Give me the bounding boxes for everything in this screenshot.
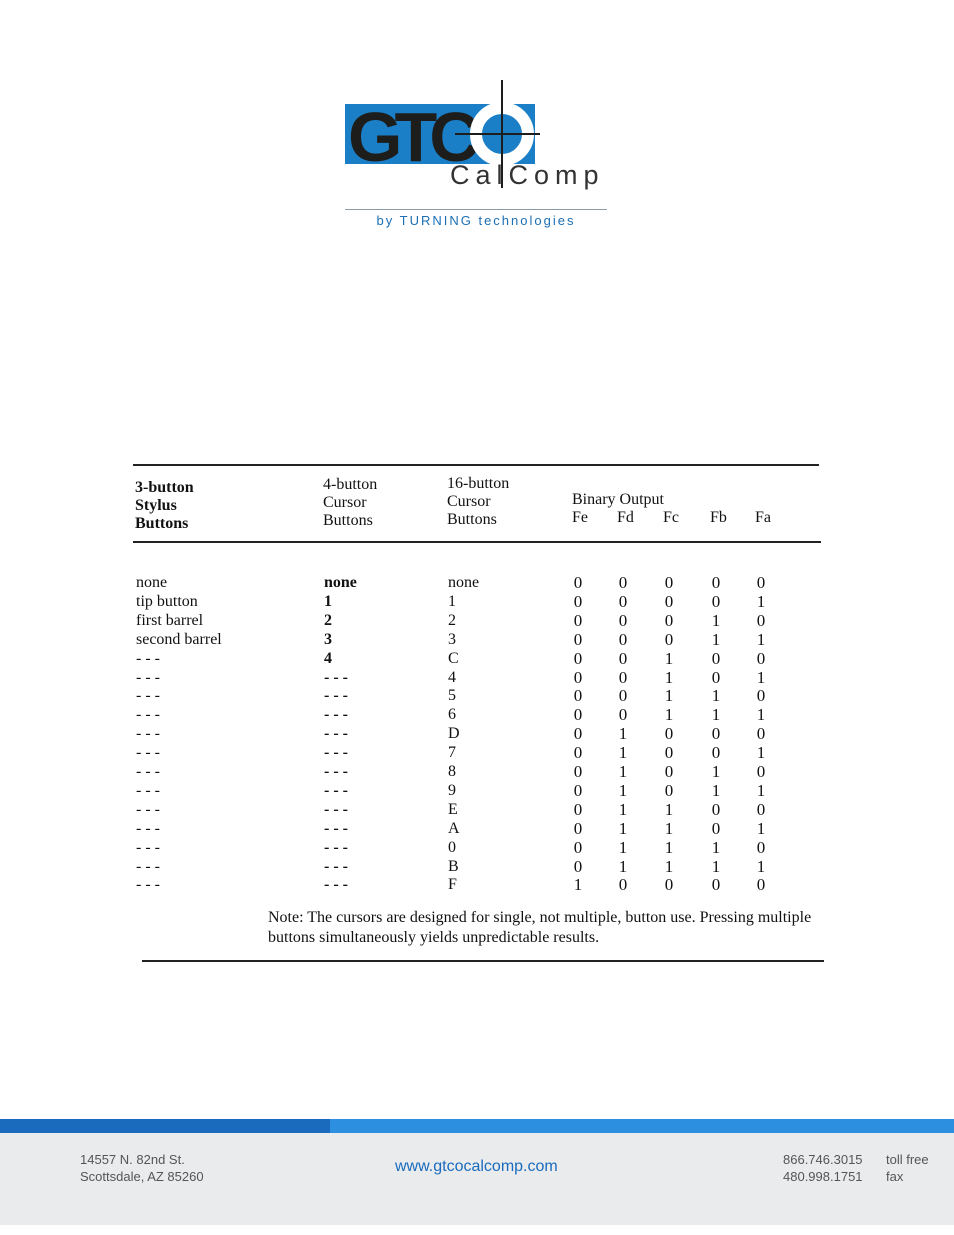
bit-cell: 0 xyxy=(756,762,766,781)
bit-cell: 0 xyxy=(664,573,674,592)
logo-tagline: by TURNING technologies xyxy=(376,213,576,228)
website-link[interactable]: www.gtcocalcomp.com xyxy=(395,1158,558,1175)
bit-cell: 0 xyxy=(664,780,674,800)
cursor4-cell: 3 xyxy=(324,630,332,648)
address-line-1: 14557 N. 82nd St. xyxy=(80,1152,185,1167)
bit-cell: 1 xyxy=(618,724,628,744)
bit-cell: 1 xyxy=(618,837,628,857)
header-bit-1: Fd xyxy=(617,509,634,526)
bit-cell: 0 xyxy=(573,724,583,744)
cursor16-cell: E xyxy=(448,800,458,818)
cursor4-cell: - - - xyxy=(324,763,348,780)
table-top-rule xyxy=(133,464,819,466)
bit-cell: 1 xyxy=(711,610,721,630)
cursor4-cell: 1 xyxy=(324,592,332,610)
cursor16-cell: B xyxy=(448,857,459,875)
header-bit-3: Fb xyxy=(710,509,727,526)
bit-cell: 1 xyxy=(756,629,766,649)
bit-cell: 0 xyxy=(573,648,583,668)
bit-cell: 0 xyxy=(711,875,721,895)
bit-cell: 0 xyxy=(664,875,674,895)
bit-cell: 0 xyxy=(618,648,628,668)
bit-cell: 1 xyxy=(664,648,674,668)
cursor16-cell: 1 xyxy=(448,592,456,610)
bit-cell: 1 xyxy=(756,743,766,763)
bit-cell: 0 xyxy=(711,591,721,611)
cursor4-cell: - - - xyxy=(324,876,348,894)
bit-cell: 1 xyxy=(618,856,628,876)
header-bit-0: Fe xyxy=(572,509,588,526)
bit-cell: 1 xyxy=(573,875,583,895)
bit-cell: 0 xyxy=(618,705,628,725)
bit-cell: 1 xyxy=(711,856,721,876)
bit-cell: 0 xyxy=(573,629,583,649)
cursor16-cell: 3 xyxy=(448,630,456,648)
stylus-cell: tip button xyxy=(136,592,198,610)
bit-cell: 1 xyxy=(711,780,721,800)
bit-cell: 1 xyxy=(618,799,628,819)
footer-phone xyxy=(783,1151,863,1185)
cursor16-cell: C xyxy=(448,649,459,667)
cursor16-cell: A xyxy=(448,819,460,837)
cursor16-cell: 2 xyxy=(448,611,456,629)
logo-divider xyxy=(345,209,607,210)
header-binary-output: Binary Output xyxy=(572,491,664,508)
table-bottom-rule xyxy=(142,960,824,962)
footer-accent-bar xyxy=(0,1119,330,1133)
bit-cell: 1 xyxy=(664,837,674,857)
cursor16-cell: 0 xyxy=(448,838,456,856)
bit-cell: 0 xyxy=(711,799,721,819)
cursor16-cell: none xyxy=(448,574,480,591)
bit-cell: 0 xyxy=(711,573,721,592)
cursor16-cell: 5 xyxy=(448,687,456,705)
bit-cell: 0 xyxy=(618,686,628,706)
cursor16-cell: 6 xyxy=(448,706,456,724)
bit-cell: 0 xyxy=(618,610,628,630)
bit-cell: 0 xyxy=(573,837,583,857)
cursor4-cell: - - - xyxy=(324,687,348,705)
phone-number: 866.746.3015 xyxy=(783,1152,863,1167)
bit-cell: 0 xyxy=(756,686,766,706)
bit-cell: 0 xyxy=(573,780,583,800)
bit-cell: 0 xyxy=(664,743,674,763)
bit-cell: 0 xyxy=(756,648,766,668)
header-bit-2: Fc xyxy=(663,509,679,526)
cursor4-cell: - - - xyxy=(324,857,348,875)
bit-cell: 0 xyxy=(664,629,674,649)
stylus-cell: - - - xyxy=(136,725,160,743)
bit-cell: 0 xyxy=(711,724,721,744)
bit-cell: 0 xyxy=(664,724,674,744)
footer-accent-bar-light xyxy=(330,1119,954,1133)
bit-cell: 0 xyxy=(573,610,583,630)
bit-cell: 0 xyxy=(573,856,583,876)
fax-label: fax xyxy=(886,1169,904,1184)
cursor4-cell: - - - xyxy=(324,744,348,762)
footer-phone-labels xyxy=(886,1151,929,1185)
stylus-cell: - - - xyxy=(136,668,160,686)
bit-cell: 0 xyxy=(756,610,766,630)
bit-cell: 1 xyxy=(664,686,674,706)
bit-cell: 0 xyxy=(618,667,628,687)
cursor4-cell: - - - xyxy=(324,706,348,724)
stylus-cell: first barrel xyxy=(136,611,204,629)
bit-cell: 1 xyxy=(756,856,766,876)
bit-cell: 0 xyxy=(756,837,766,857)
bit-cell: 0 xyxy=(573,743,583,763)
cursor16-cell: D xyxy=(448,725,460,743)
bit-cell: 0 xyxy=(573,686,583,706)
bit-cell: 0 xyxy=(664,610,674,630)
cursor4-cell: - - - xyxy=(324,781,348,799)
address-line-2: Scottsdale, AZ 85260 xyxy=(80,1169,204,1184)
cursor4-cell: - - - xyxy=(324,725,348,743)
bit-cell: 1 xyxy=(711,705,721,725)
bit-cell: 1 xyxy=(664,705,674,725)
cursor16-cell: 4 xyxy=(448,668,456,686)
header-stylus: 3-button Stylus Buttons xyxy=(135,479,194,532)
bit-cell: 0 xyxy=(618,875,628,895)
stylus-cell: - - - xyxy=(136,781,160,799)
bit-cell: 0 xyxy=(573,667,583,687)
svg-text:GTC: GTC xyxy=(348,98,472,176)
stylus-cell: - - - xyxy=(136,800,160,818)
bit-cell: 0 xyxy=(618,629,628,649)
bit-cell: 0 xyxy=(711,743,721,763)
bit-cell: 1 xyxy=(711,837,721,857)
stylus-cell: - - - xyxy=(136,744,160,762)
bit-cell: 0 xyxy=(618,591,628,611)
bit-cell: 1 xyxy=(618,762,628,781)
cursor4-cell: 2 xyxy=(324,611,332,629)
table-note: Note: The cursors are designed for single, not multiple, button use. Pressing multiple buttons simultaneously yields unpredictable results. xyxy=(268,909,812,946)
stylus-cell: - - - xyxy=(136,857,160,875)
bit-cell: 1 xyxy=(756,667,766,687)
stylus-cell: - - - xyxy=(136,649,160,667)
bit-cell: 1 xyxy=(711,762,721,781)
cursor4-cell: - - - xyxy=(324,668,348,686)
bit-cell: 0 xyxy=(573,705,583,725)
bit-cell: 1 xyxy=(756,705,766,725)
bit-cell: 1 xyxy=(618,818,628,838)
bit-cell: 1 xyxy=(664,818,674,838)
bit-cell: 0 xyxy=(664,762,674,781)
bit-cell: 0 xyxy=(756,724,766,744)
calcomp-wordmark: CalComp xyxy=(450,160,605,190)
stylus-cell: - - - xyxy=(136,876,160,894)
bit-cell: 1 xyxy=(756,818,766,838)
bit-cell: 0 xyxy=(711,648,721,668)
bit-cell: 0 xyxy=(618,573,628,592)
bit-cell: 0 xyxy=(756,875,766,895)
stylus-cell: - - - xyxy=(136,819,160,837)
cursor4-cell: - - - xyxy=(324,800,348,818)
bit-cell: 1 xyxy=(756,780,766,800)
phone-label: toll free xyxy=(886,1152,929,1167)
bit-cell: 1 xyxy=(664,667,674,687)
bit-cell: 0 xyxy=(756,799,766,819)
cursor4-cell: none xyxy=(324,574,357,591)
bit-cell: 1 xyxy=(618,780,628,800)
bit-cell: 0 xyxy=(711,667,721,687)
bit-cell: 0 xyxy=(573,799,583,819)
bit-cell: 0 xyxy=(756,573,766,592)
table-header-rule xyxy=(133,541,821,543)
header-bit-4: Fa xyxy=(755,509,771,526)
stylus-cell: none xyxy=(136,574,168,591)
bit-cell: 1 xyxy=(711,629,721,649)
bit-cell: 0 xyxy=(573,591,583,611)
stylus-cell: - - - xyxy=(136,706,160,724)
stylus-cell: - - - xyxy=(136,763,160,780)
cursor4-cell: 4 xyxy=(324,649,332,667)
cursor4-cell: - - - xyxy=(324,838,348,856)
cursor4-cell: - - - xyxy=(324,819,348,837)
bit-cell: 0 xyxy=(664,591,674,611)
cursor16-cell: F xyxy=(448,876,457,894)
cursor16-cell: 7 xyxy=(448,744,456,762)
cursor16-cell: 8 xyxy=(448,763,456,780)
bit-cell: 1 xyxy=(664,799,674,819)
stylus-cell: second barrel xyxy=(136,630,222,648)
cursor16-cell: 9 xyxy=(448,781,456,799)
footer-address xyxy=(80,1151,204,1185)
bit-cell: 0 xyxy=(711,818,721,838)
bit-cell: 1 xyxy=(711,686,721,706)
fax-number: 480.998.1751 xyxy=(783,1169,863,1184)
stylus-cell: - - - xyxy=(136,687,160,705)
bit-cell: 0 xyxy=(573,573,583,592)
bit-cell: 1 xyxy=(756,591,766,611)
bit-cell: 0 xyxy=(573,818,583,838)
header-cursor4: 4-button Cursor Buttons xyxy=(323,476,378,529)
bit-cell: 0 xyxy=(573,762,583,781)
stylus-cell: - - - xyxy=(136,838,160,856)
header-cursor16: 16-button Cursor Buttons xyxy=(447,475,510,528)
bit-cell: 1 xyxy=(664,856,674,876)
bit-cell: 1 xyxy=(618,743,628,763)
